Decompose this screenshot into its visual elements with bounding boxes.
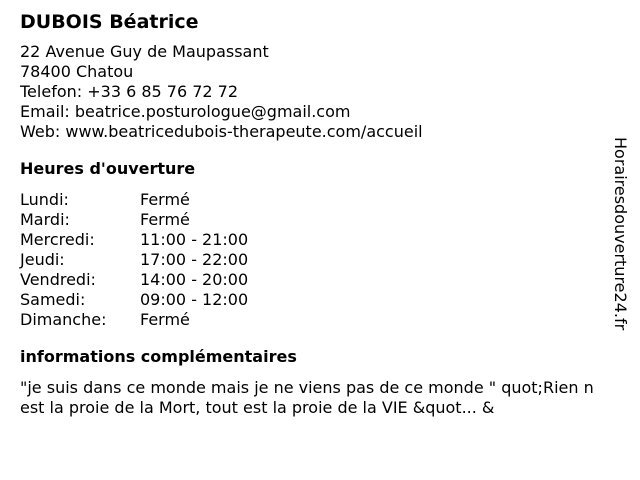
hours-day: Vendredi: — [20, 270, 96, 289]
site-watermark: Horairesdouverture24.fr — [611, 137, 630, 331]
hours-row-wednesday — [20, 230, 610, 250]
hours-day: Mardi: — [20, 210, 70, 229]
hours-day: Samedi: — [20, 290, 86, 309]
opening-hours-list — [20, 190, 610, 330]
hours-time: 17:00 - 22:00 — [140, 250, 249, 269]
hours-row-thursday — [20, 250, 610, 270]
hours-day: Mercredi: — [20, 230, 95, 249]
hours-row-friday — [20, 270, 610, 290]
phone-line: Telefon: +33 6 85 76 72 72 — [20, 82, 239, 101]
additional-info-text: "je suis dans ce monde mais je ne viens pas de ce monde " quot;Rien n est la proie de la Mort, tout est la proie de la VIE &quot... & — [20, 378, 599, 417]
hours-time: 14:00 - 20:00 — [140, 270, 249, 289]
address-line-city: 78400 Chatou — [20, 62, 134, 81]
hours-day: Jeudi: — [20, 250, 65, 269]
opening-hours-title: Heures d'ouverture — [20, 159, 196, 178]
additional-info-title: informations complémentaires — [20, 347, 297, 366]
business-card — [20, 10, 610, 418]
hours-row-saturday — [20, 290, 610, 310]
hours-time: Fermé — [140, 190, 190, 209]
hours-time: 09:00 - 12:00 — [140, 290, 249, 309]
hours-time: Fermé — [140, 210, 190, 229]
hours-row-sunday — [20, 310, 610, 330]
email-line: Email: beatrice.posturologue@gmail.com — [20, 102, 351, 121]
hours-row-tuesday — [20, 210, 610, 230]
hours-time: Fermé — [140, 310, 190, 329]
address-line-street: 22 Avenue Guy de Maupassant — [20, 42, 269, 61]
website-line: Web: www.beatricedubois-therapeute.com/accueil — [20, 122, 423, 141]
hours-day: Lundi: — [20, 190, 69, 209]
hours-day: Dimanche: — [20, 310, 107, 329]
business-name: DUBOIS Béatrice — [20, 11, 199, 33]
hours-row-monday — [20, 190, 610, 210]
hours-time: 11:00 - 21:00 — [140, 230, 249, 249]
